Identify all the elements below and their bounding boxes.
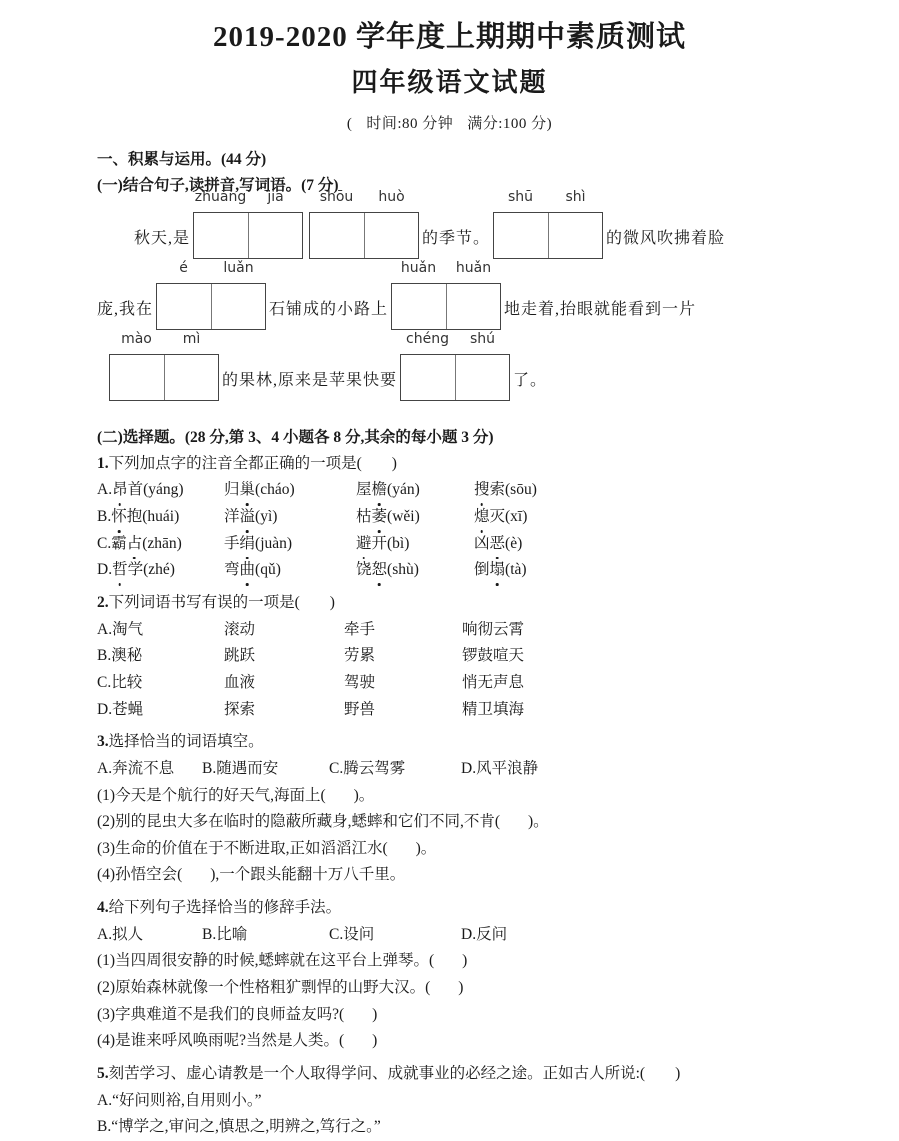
option-pre: 凶 — [474, 534, 490, 552]
answer-box-pair[interactable] — [391, 283, 501, 330]
option-item[interactable]: A.奔流不息 — [97, 759, 175, 777]
answer-blank[interactable]: )。 — [528, 813, 549, 831]
answer-blank[interactable]: ) — [329, 593, 335, 611]
option-label: C. — [97, 534, 112, 552]
pinyin-answer-cell[interactable] — [493, 189, 603, 259]
option-item[interactable]: D.风平浪静 — [461, 759, 539, 777]
answer-box[interactable] — [549, 213, 603, 258]
option-word: 响彻云霄 — [462, 620, 525, 638]
option-word: 比较 — [111, 673, 143, 691]
sub-question — [97, 948, 859, 975]
dotted-char: 哲 — [112, 557, 128, 584]
pinyin-syllable: shōu — [319, 189, 354, 206]
answer-box-pair[interactable] — [193, 212, 303, 259]
pinyin-syllable: mì — [182, 331, 201, 348]
option-item[interactable] — [356, 557, 474, 584]
option-row — [97, 557, 859, 584]
option-row — [97, 756, 859, 783]
answer-blank[interactable]: ) — [458, 979, 464, 997]
option-post: 灭(xī) — [489, 507, 528, 525]
answer-box[interactable] — [447, 284, 501, 329]
option-item[interactable] — [344, 697, 462, 724]
option-label: B. — [97, 507, 112, 525]
option-item[interactable] — [224, 670, 344, 697]
option-item[interactable] — [344, 617, 462, 644]
pinyin-syllable: mào — [121, 331, 152, 348]
pinyin-syllable: luǎn — [223, 260, 254, 277]
option-word: 苍蝇 — [112, 700, 144, 718]
answer-box[interactable] — [110, 355, 165, 400]
option-item[interactable] — [97, 531, 224, 558]
pinyin-syllable: shì — [565, 189, 586, 206]
option-pre: 倒 — [474, 561, 490, 579]
option-item[interactable] — [224, 697, 344, 724]
dotted-char: 恶 — [490, 531, 506, 558]
question-stem — [97, 729, 859, 756]
pinyin-label-group — [309, 190, 419, 204]
answer-box[interactable] — [157, 284, 212, 329]
option-item[interactable] — [224, 531, 356, 558]
option-row — [97, 697, 859, 724]
option-row — [97, 477, 859, 504]
exam-page — [0, 18, 899, 1140]
answer-blank[interactable]: ),一个跟头能翻十万八千里。 — [210, 866, 406, 884]
option-item[interactable] — [462, 617, 524, 644]
option-pre: 屋 — [356, 481, 372, 499]
answer-box[interactable] — [194, 213, 249, 258]
option-post: 首(yáng) — [127, 481, 184, 499]
dotted-char: 搜 — [474, 477, 490, 504]
question-2 — [97, 590, 859, 723]
option-post: (yán) — [387, 481, 420, 499]
option-item[interactable] — [224, 477, 356, 504]
pinyin-label-group — [400, 332, 510, 346]
option-word: 牵手 — [344, 620, 376, 638]
question-stem — [97, 1061, 859, 1088]
option-pre: 霸 — [111, 534, 127, 552]
option-word: 野兽 — [344, 700, 376, 718]
page-subtitle: 四年级语文试题 — [351, 68, 548, 98]
option-item[interactable] — [462, 643, 524, 670]
answer-box-pair[interactable] — [400, 354, 510, 401]
option-item[interactable] — [462, 670, 524, 697]
sub-question — [97, 1028, 859, 1055]
pinyin-answer-cell[interactable] — [309, 189, 419, 259]
option-post: 抱(huái) — [126, 507, 180, 525]
answer-box[interactable] — [494, 213, 549, 258]
option-pre: 洋 — [224, 507, 240, 525]
option-pre: 手 — [224, 534, 240, 552]
option-post: (qǔ) — [255, 561, 281, 579]
pinyin-row-mid: 的季节。 — [422, 230, 491, 248]
answer-box-pair[interactable] — [493, 212, 603, 259]
dotted-char: 避 — [356, 531, 372, 558]
answer-blank[interactable]: )。 — [415, 839, 437, 857]
question-4 — [97, 895, 859, 1055]
meta-score: 满分:100 分) — [467, 115, 553, 132]
question-text: 选择恰当的词语填空。 — [108, 733, 264, 751]
sub-question — [97, 783, 859, 810]
answer-box[interactable] — [456, 355, 510, 400]
pinyin-answer-cell[interactable] — [400, 331, 510, 401]
question-text: 下列加点字的注音全都正确的一项是( — [108, 454, 362, 472]
option-item[interactable] — [474, 477, 537, 504]
option-item[interactable] — [474, 531, 522, 558]
sub-question-text: (3)字典难道不是我们的良师益友吗?( — [97, 1005, 345, 1023]
question-text: 给下列句子选择恰当的修辞手法。 — [108, 899, 342, 917]
option-item[interactable] — [97, 617, 224, 644]
sub-question — [97, 1002, 859, 1029]
pinyin-answer-cell[interactable] — [156, 260, 266, 330]
question-number: 4. — [97, 899, 109, 917]
option-post: (è) — [505, 534, 523, 552]
sub-question-text: (1)当四周很安静的时候,蟋蟀就在这平台上弹琴。( — [97, 952, 435, 970]
option-row — [97, 643, 859, 670]
question-stem — [97, 451, 859, 478]
option-post: (tà) — [505, 561, 527, 579]
option-item[interactable] — [224, 643, 344, 670]
pinyin-syllable: huǎn — [455, 260, 492, 277]
option-item[interactable] — [97, 504, 224, 531]
pinyin-syllable: é — [179, 260, 188, 277]
option-item[interactable] — [344, 643, 462, 670]
option-post: (yì) — [255, 507, 278, 525]
sub-question-text: (3)生命的价值在于不断进取,正如滔滔江水( — [97, 839, 388, 857]
dotted-char: 溢 — [240, 504, 256, 531]
option-word: 淘气 — [112, 620, 144, 638]
answer-blank[interactable]: ) — [372, 1005, 378, 1023]
pinyin-row-tail: 的微风吹拂着脸 — [606, 230, 726, 248]
option-item[interactable] — [462, 697, 524, 724]
answer-box-pair[interactable] — [309, 212, 419, 259]
answer-blank[interactable]: ) — [675, 1065, 681, 1083]
answer-box[interactable] — [212, 284, 266, 329]
option-row — [97, 504, 859, 531]
option-item[interactable] — [97, 670, 224, 697]
pinyin-row — [97, 189, 859, 259]
option-word: 澳秘 — [111, 647, 143, 665]
option-label: A. — [97, 481, 113, 499]
option-item[interactable] — [224, 504, 356, 531]
pinyin-label-group — [193, 190, 303, 204]
answer-box-pair[interactable] — [109, 354, 219, 401]
dotted-char: 萎 — [372, 504, 388, 531]
option-item[interactable] — [356, 477, 474, 504]
option-item[interactable]: B.比喻 — [202, 925, 248, 943]
pinyin-row-tail: 地走着,抬眼就能看到一片 — [504, 301, 697, 319]
option-word: 驾驶 — [344, 673, 376, 691]
pinyin-syllable: jia — [267, 189, 284, 206]
dotted-char: 绢 — [240, 531, 256, 558]
answer-box-pair[interactable] — [156, 283, 266, 330]
section-one-heading: 一、积累与运用。(44 分) — [97, 150, 267, 168]
option-item[interactable] — [97, 557, 224, 584]
option-row — [97, 922, 859, 949]
option-word: 锣鼓喧天 — [462, 647, 525, 665]
pinyin-label-group — [156, 261, 266, 275]
option-post: (wěi) — [387, 507, 420, 525]
dotted-char: 昂 — [112, 477, 128, 504]
sub-question-text: (4)是谁来呼风唤雨呢?当然是人类。( — [97, 1032, 345, 1050]
pinyin-row-mid: 的果林,原来是苹果快要 — [222, 372, 398, 390]
answer-box[interactable] — [165, 355, 219, 400]
dotted-char: 恕 — [372, 557, 388, 584]
answer-box[interactable] — [310, 213, 365, 258]
option-row — [97, 531, 859, 558]
pinyin-answer-cell[interactable] — [109, 331, 219, 401]
option-post: 索(sōu) — [489, 481, 537, 499]
option-post: (zhān) — [142, 534, 182, 552]
pinyin-answer-cell[interactable] — [391, 260, 501, 330]
option-item[interactable] — [97, 643, 224, 670]
option-word: 悄无声息 — [462, 673, 525, 691]
option-pre: 弯 — [224, 561, 240, 579]
option-pre: 饶 — [356, 561, 372, 579]
exam-meta — [0, 112, 899, 133]
question-number: 3. — [97, 733, 109, 751]
option-item[interactable] — [474, 504, 527, 531]
option-item[interactable] — [224, 557, 356, 584]
option-item[interactable]: B.随遇而安 — [202, 759, 279, 777]
question-1 — [97, 451, 859, 584]
part-one-heading: (一)结合句子,读拼音,写词语。(7 分) — [97, 176, 339, 194]
option-item[interactable] — [356, 531, 474, 558]
meta-time: 时间:80 分钟 — [366, 115, 454, 132]
meta-open-paren: ( — [346, 115, 353, 132]
question-3 — [97, 729, 859, 889]
sub-question — [97, 836, 859, 863]
dotted-char: 占 — [127, 531, 143, 558]
option-post: 学(zhé) — [127, 561, 175, 579]
option-item[interactable] — [474, 557, 527, 584]
option-word: 劳累 — [344, 647, 376, 665]
answer-box[interactable] — [392, 284, 447, 329]
pinyin-writing-block — [97, 189, 859, 401]
option-label: A. — [97, 620, 113, 638]
answer-box[interactable] — [365, 213, 419, 258]
option-item[interactable]: D.反问 — [461, 925, 508, 943]
dotted-char: 巢 — [240, 477, 256, 504]
option-post: (cháo) — [255, 481, 295, 499]
option-item[interactable]: A.拟人 — [97, 925, 144, 943]
option-pre: 枯 — [356, 507, 372, 525]
option-item[interactable] — [224, 617, 344, 644]
question-text: 下列词语书写有误的一项是( — [108, 593, 300, 611]
pinyin-syllable: shū — [508, 189, 534, 206]
option-word: 血液 — [224, 673, 256, 691]
pinyin-syllable: shú — [469, 331, 496, 348]
option-item[interactable]: B.“博学之,审问之,慎思之,明辨之,笃行之。” — [97, 1118, 381, 1136]
pinyin-syllable: chéng — [406, 331, 449, 348]
pinyin-row-lead: 秋天,是 — [134, 230, 191, 248]
option-item[interactable] — [344, 670, 462, 697]
option-post: 开(bì) — [371, 534, 410, 552]
sub-question-text: (2)原始森林就像一个性格粗犷剽悍的山野大汉。( — [97, 979, 431, 997]
pinyin-syllable: huò — [378, 189, 405, 206]
pinyin-syllable: zhuāng — [194, 189, 247, 206]
dotted-char: 檐 — [372, 477, 388, 504]
answer-blank[interactable]: )。 — [353, 786, 375, 804]
pinyin-row-tail: 了。 — [513, 372, 548, 390]
pinyin-syllable: huǎn — [400, 260, 437, 277]
part-two-heading: (二)选择题。(28 分,第 3、4 小题各 8 分,其余的每小题 3 分) — [97, 429, 494, 447]
sub-question-text: (2)别的昆虫大多在临时的隐蔽所藏身,蟋蟀和它们不同,不肯( — [97, 813, 500, 831]
option-label: C. — [97, 673, 112, 691]
question-stem — [97, 590, 859, 617]
option-word: 滚动 — [224, 620, 256, 638]
option-row — [97, 670, 859, 697]
option-word: 探索 — [224, 700, 256, 718]
question-number: 2. — [97, 593, 109, 611]
pinyin-row-lead: 庞,我在 — [97, 301, 154, 319]
sub-question — [97, 809, 859, 836]
page-title: 2019-2020 学年度上期期中素质测试 — [213, 21, 686, 53]
dotted-char: 塌 — [490, 557, 506, 584]
answer-blank[interactable]: ) — [372, 1032, 378, 1050]
option-item[interactable] — [356, 504, 474, 531]
exam-body — [0, 147, 899, 1141]
question-5 — [97, 1061, 859, 1141]
sub-question — [97, 862, 859, 889]
answer-box[interactable] — [401, 355, 456, 400]
option-item[interactable] — [97, 477, 224, 504]
sub-question-text: (1)今天是个航行的好天气,海面上( — [97, 786, 326, 804]
question-number: 5. — [97, 1065, 109, 1083]
option-post: (juàn) — [255, 534, 293, 552]
pinyin-label-group — [391, 261, 501, 275]
option-word: 精卫填海 — [462, 700, 525, 718]
option-item[interactable] — [97, 697, 224, 724]
option-word: 跳跃 — [224, 647, 256, 665]
option-label: D. — [97, 561, 113, 579]
dotted-char: 曲 — [240, 557, 256, 584]
option-row — [97, 617, 859, 644]
dotted-char: 怀 — [111, 504, 127, 531]
question-stem — [97, 895, 859, 922]
pinyin-row — [97, 260, 859, 330]
dotted-char: 熄 — [474, 504, 490, 531]
option-label: D. — [97, 700, 113, 718]
option-item[interactable]: C.设问 — [329, 925, 375, 943]
option-post: (shù) — [387, 561, 419, 579]
question-text: 刻苦学习、虚心请教是一个人取得学问、成就事业的必经之途。正如古人所说:( — [108, 1065, 646, 1083]
option-item[interactable]: A.“好问则裕,自用则小。” — [97, 1091, 262, 1109]
sub-question — [97, 975, 859, 1002]
pinyin-answer-cell[interactable] — [193, 189, 303, 259]
question-number: 1. — [97, 454, 109, 472]
pinyin-label-group — [109, 332, 219, 346]
answer-blank[interactable]: ) — [391, 454, 397, 472]
answer-blank[interactable]: ) — [462, 952, 468, 970]
pinyin-row — [97, 331, 859, 401]
pinyin-label-group — [493, 190, 603, 204]
option-pre: 归 — [224, 481, 240, 499]
pinyin-row-mid: 石铺成的小路上 — [269, 301, 389, 319]
answer-box[interactable] — [249, 213, 303, 258]
sub-question-text: (4)孙悟空会( — [97, 866, 183, 884]
option-item[interactable]: C.腾云驾雾 — [329, 759, 406, 777]
option-label: B. — [97, 647, 112, 665]
